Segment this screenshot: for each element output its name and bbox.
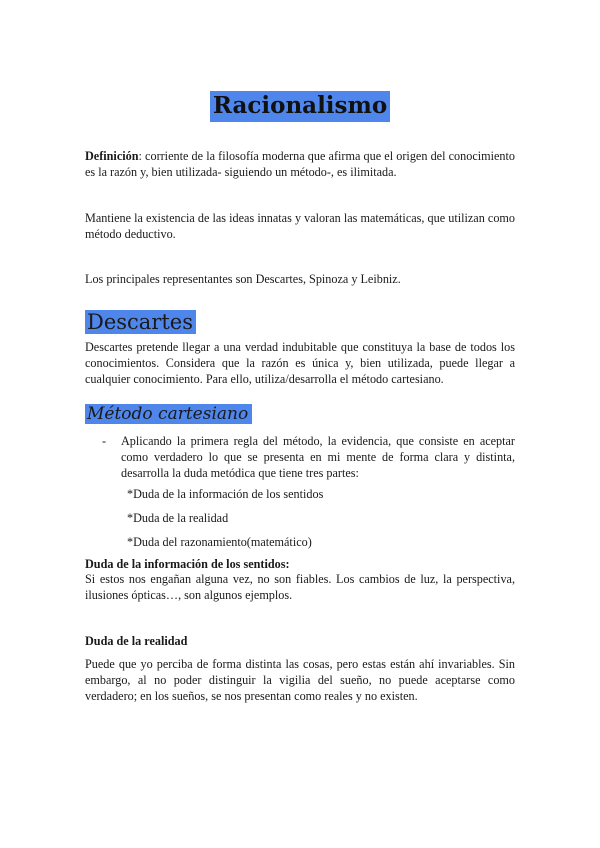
page-title-text: Racionalismo (210, 91, 390, 122)
duda-realidad-heading: Duda de la realidad (85, 634, 188, 648)
metodo-bullet-text: Aplicando la primera regla del método, la evidencia, que consiste en aceptar como verdadero lo que se presenta en mi mente de forma clara y distinta, desarrolla la duda metódica que tiene tres partes: (121, 434, 515, 480)
descartes-heading-text: Descartes (85, 310, 196, 334)
duda-realidad-paragraph: Puede que yo perciba de forma distinta las cosas, pero estas están ahí invariables. Sin embargo, al no poder distinguir la vigilia del sueño, no puede aceptarse como verdadero; en los sueños, se nos presentan como reales y no existen. (85, 657, 515, 703)
definition-term: Definición (85, 149, 139, 163)
innate-ideas-paragraph: Mantiene la existencia de las ideas innatas y valoran las matemáticas, que utilizan como método deductivo. (85, 211, 515, 241)
descartes-heading (85, 308, 196, 336)
metodo-part-item: *Duda de la información de los sentidos (127, 487, 324, 501)
metodo-heading (85, 403, 252, 426)
duda-sentidos-heading: Duda de la información de los sentidos: (85, 557, 290, 571)
duda-sentidos-paragraph: Si estos nos engañan alguna vez, no son fiables. Los cambios de luz, la perspectiva, ilusiones ópticas…, son algunos ejemplos. (85, 572, 515, 602)
definition-paragraph (85, 148, 515, 180)
bullet-marker: - (102, 434, 107, 448)
metodo-heading-text: Método cartesiano (85, 404, 252, 424)
page-title (0, 92, 600, 119)
metodo-part-item: *Duda de la realidad (127, 511, 229, 525)
metodo-part-item: *Duda del razonamiento(matemático) (127, 535, 312, 549)
descartes-paragraph: Descartes pretende llegar a una verdad indubitable que constituya la base de todos los conocimientos. Considera que la razón es única y, bien utilizada, puede llegar a cualquier conocimiento. Para ello, utiliza/desarrolla el método cartesiano. (85, 340, 515, 386)
representatives-paragraph: Los principales representantes son Descartes, Spinoza y Leibniz. (85, 272, 401, 286)
definition-text: : corriente de la filosofía moderna que afirma que el origen del conocimiento es la razón y, bien utilizada- siguiendo un método-, es ilimitada. (85, 149, 515, 179)
